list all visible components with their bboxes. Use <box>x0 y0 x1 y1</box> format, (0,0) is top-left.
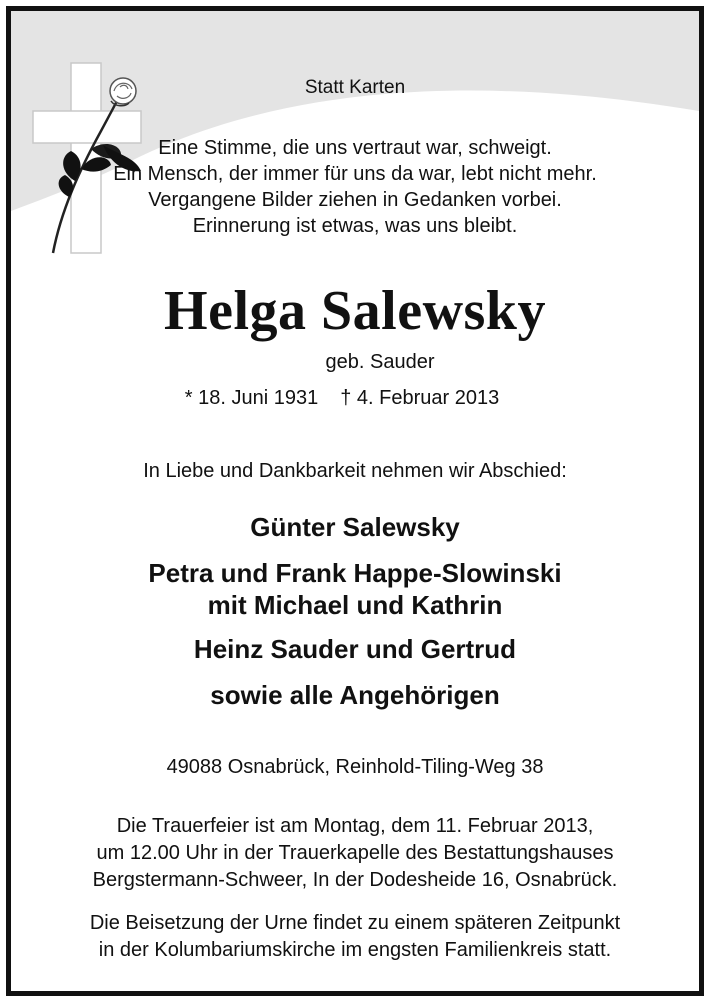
birth-name: geb. Sauder <box>325 351 435 373</box>
mourner-name: Petra und Frank Happe-Slowinski <box>148 558 562 588</box>
statt-karten-label: Statt Karten <box>304 77 406 98</box>
mourner-name: sowie alle Angehörigen <box>210 680 500 710</box>
funeral-line: um 12.00 Uhr in der Trauerkapelle des Bestattungshauses <box>96 842 614 864</box>
deceased-name: Helga Salewsky <box>164 280 546 342</box>
family-address: 49088 Osnabrück, Reinhold-Tiling-Weg 38 <box>166 756 544 778</box>
urn-info <box>11 910 699 964</box>
poem-line: Vergangene Bilder ziehen in Gedanken vorbei. <box>148 189 562 211</box>
poem-line: Erinnerung ist etwas, was uns bleibt. <box>192 215 518 237</box>
poem-line: Ein Mensch, der immer für uns da war, lebt nicht mehr. <box>113 163 597 185</box>
mourner-name: Heinz Sauder und Gertrud <box>193 634 517 664</box>
mourner-name: Günter Salewsky <box>250 512 460 542</box>
life-dates <box>6 387 686 410</box>
death-date: † 4. Februar 2013 <box>340 387 500 409</box>
birth-date: * 18. Juni 1931 <box>184 387 319 409</box>
poem <box>11 135 699 239</box>
funeral-line: Die Trauerfeier ist am Montag, dem 11. Februar 2013, <box>116 815 594 837</box>
farewell-line: In Liebe und Dankbarkeit nehmen wir Abschied: <box>143 460 567 482</box>
obituary-notice <box>6 6 704 996</box>
poem-line: Eine Stimme, die uns vertraut war, schweigt. <box>158 137 552 159</box>
funeral-info <box>11 813 699 894</box>
urn-line: Die Beisetzung der Urne findet zu einem späteren Zeitpunkt <box>89 912 621 934</box>
urn-line: in der Kolumbariumskirche im engsten Familienkreis statt. <box>98 939 612 961</box>
funeral-line: Bergstermann-Schweer, In der Dodesheide 16, Osnabrück. <box>92 869 618 891</box>
mourner-name: mit Michael und Kathrin <box>207 590 503 620</box>
